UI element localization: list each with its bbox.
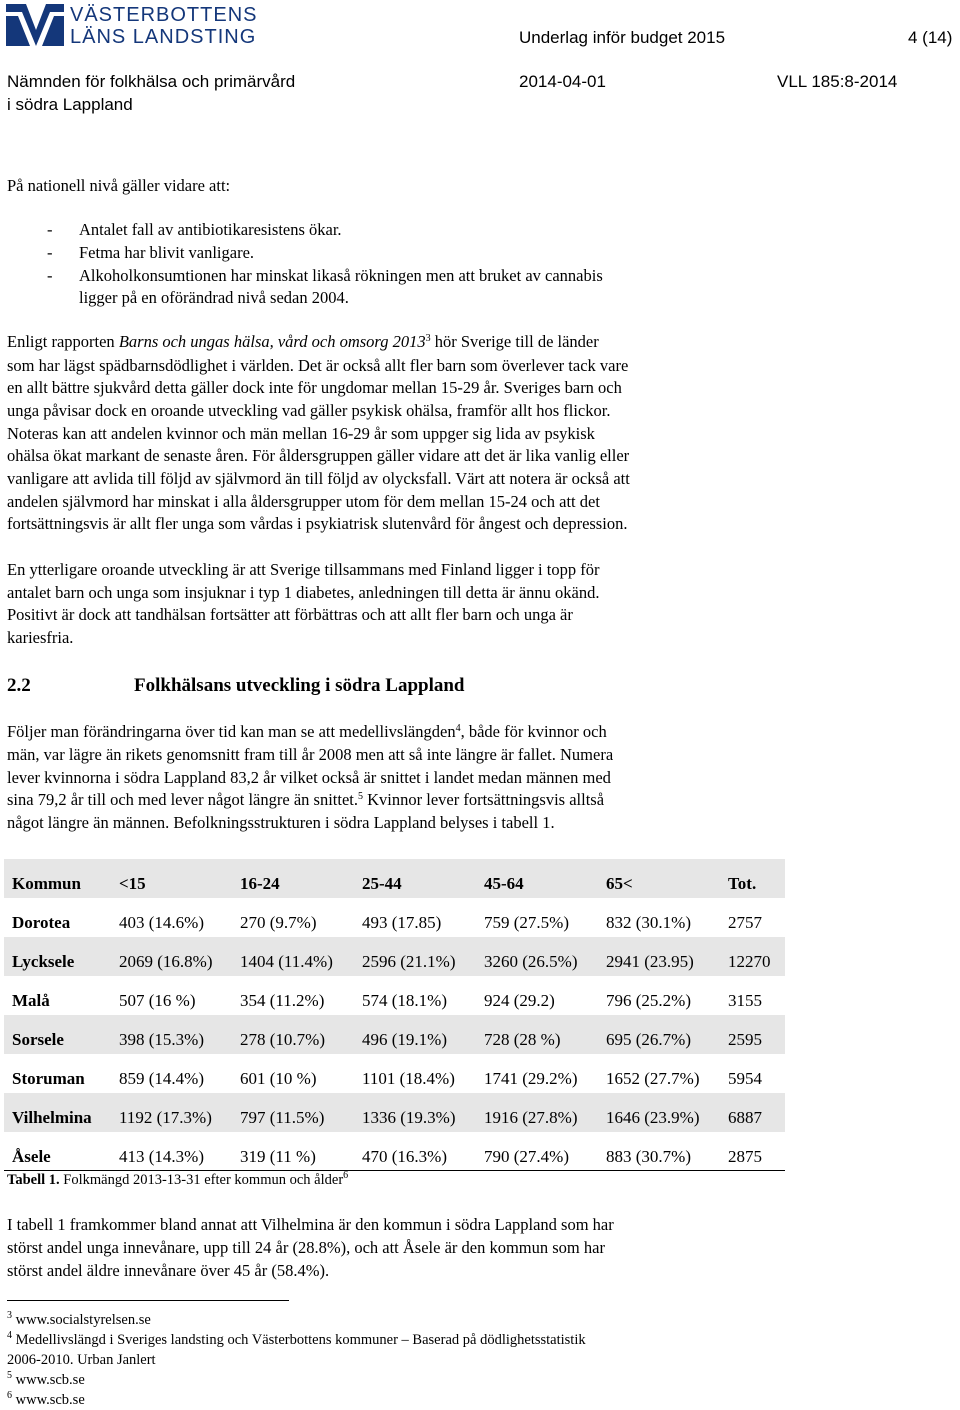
table-cell: 354 (11.2%): [240, 991, 325, 1010]
table-row: [4, 1054, 785, 1093]
table-cell: 319 (11 %): [240, 1147, 316, 1166]
table-row: [4, 1132, 785, 1171]
table-row: [4, 1015, 785, 1054]
footnote-ref-5: 5: [357, 791, 363, 802]
table-cell: 398 (15.3%): [119, 1030, 204, 1049]
bullet-item: Alkoholkonsumtionen har minskat likaså rökningen men att bruket av cannabis: [79, 266, 603, 285]
table-cell: 797 (11.5%): [240, 1108, 325, 1127]
table-header-row: [4, 859, 785, 898]
bullet-dash: -: [47, 243, 53, 262]
table-row: [4, 976, 785, 1015]
para1-line: fortsättningsvis är allt fler unga som vårdas i psykiatrisk slutenvård för ångest och depression.: [7, 514, 628, 533]
para3-line: något längre än männen. Befolkningsstrukturen i södra Lappland belyses i tabell 1.: [7, 813, 555, 832]
table-cell: 2595: [728, 1030, 762, 1049]
doc-reference: VLL 185:8-2014: [777, 72, 898, 91]
para1-line: ohälsa ökat markant de senaste åren. För åldersgruppen gäller vidare att det är lika vanlig eller: [7, 446, 630, 465]
logo-mark-icon: [6, 4, 64, 46]
table-cell: 695 (26.7%): [606, 1030, 691, 1049]
footnote-separator: [7, 1300, 289, 1301]
doc-title: Underlag inför budget 2015: [519, 28, 726, 47]
para3-line: sina 79,2 år till och med lever något längre än snittet.$^5$ Kvinnor lever fortsättningsvis alltså: [7, 790, 605, 809]
section-title: Folkhälsans utveckling i södra Lappland: [134, 675, 465, 696]
table-header-cell: <15: [119, 874, 146, 893]
table-cell: 1101 (18.4%): [362, 1069, 455, 1088]
org-logo: [6, 4, 258, 50]
intro-text: På nationell nivå gäller vidare att:: [7, 176, 231, 195]
bullet-dash: -: [47, 220, 53, 239]
para2-line: En ytterligare oroande utveckling är att Sverige tillsammans med Finland ligger i topp för: [7, 560, 600, 579]
para4-line: I tabell 1 framkommer bland annat att Vilhelmina är den kommun i södra Lappland som har: [7, 1215, 614, 1234]
table-cell-kommun: Malå: [12, 991, 50, 1010]
para4-line: störst andel äldre innevånare över 45 år (58.4%).: [7, 1261, 330, 1280]
footnote-continuation: 2006-2010. Urban Janlert: [7, 1352, 156, 1368]
table-header-cell: 65<: [606, 874, 633, 893]
table-cell: 859 (14.4%): [119, 1069, 204, 1088]
footnote: $^5$ www.scb.se: [7, 1370, 85, 1388]
table-cell: 507 (16 %): [119, 991, 196, 1010]
table-cell: 403 (14.6%): [119, 913, 204, 932]
committee-line2: i södra Lappland: [7, 95, 133, 114]
table-cell: 924 (29.2): [484, 991, 555, 1010]
footnote: $^3$ www.socialstyrelsen.se: [7, 1310, 151, 1328]
table-cell: 2875: [728, 1147, 762, 1166]
para1-line: unga påvisar dock en oroande utveckling vad gäller psykisk ohälsa, framför allt hos flickor.: [7, 401, 611, 420]
table-cell: 270 (9.7%): [240, 913, 317, 932]
footnote: $^6$ www.scb.se: [7, 1390, 85, 1408]
table-cell: 2596 (21.1%): [362, 952, 456, 971]
table-row: [4, 1093, 785, 1132]
bullet-item: Antalet fall av antibiotikaresistens ökar.: [79, 220, 342, 239]
table-cell: 3260 (26.5%): [484, 952, 578, 971]
footnote-ref-3: 3: [425, 333, 431, 344]
table-row: [4, 937, 785, 976]
page-number: 4 (14): [908, 28, 953, 47]
logo-text-line1: VÄSTERBOTTENS: [70, 4, 258, 26]
footnote-ref-6: 6: [343, 1170, 349, 1181]
table-row: [4, 898, 785, 937]
para1-line: Noteras kan att andelen kvinnor och män mellan 16-29 år som uppger sig lida av psykisk: [7, 424, 595, 443]
bullet-item-continuation: ligger på en oförändrad nivå sedan 2004.: [79, 288, 349, 307]
table-cell-kommun: Storuman: [12, 1069, 85, 1088]
para1-line: andelen självmord har minskat i alla åldersgrupper utom för dem mellan 15-24 och att det: [7, 492, 600, 511]
table-cell-kommun: Åsele: [12, 1147, 51, 1166]
table-cell-kommun: Vilhelmina: [12, 1108, 92, 1127]
table-cell: 1404 (11.4%): [240, 952, 333, 971]
table-cell: 2941 (23.95): [606, 952, 694, 971]
table-cell: 496 (19.1%): [362, 1030, 447, 1049]
table-cell: 2757: [728, 913, 762, 932]
table-cell: 728 (28 %): [484, 1030, 561, 1049]
para3-line: män, var lägre än rikets genomsnitt fram till år 2008 men att så inte längre är fallet. Numera: [7, 745, 614, 764]
table-cell: 5954: [728, 1069, 762, 1088]
footnote-ref-4: 4: [455, 723, 461, 734]
para1-line1: Enligt rapporten Barns och ungas hälsa, vård och omsorg 2013$^3$ hör Sverige till de länder: [7, 332, 599, 351]
para1-line: en allt bättre sjukvård detta gäller dock inte för ungdomar mellan 15-29 år. Sveriges barn och: [7, 378, 622, 397]
para2-line: antalet barn och unga som insjuknar i typ 1 diabetes, anledningen till detta är ännu okänd.: [7, 583, 600, 602]
table-header-cell: 45-64: [484, 874, 524, 893]
table-header-cell: Tot.: [728, 874, 757, 893]
table-cell: 470 (16.3%): [362, 1147, 447, 1166]
table-cell: 413 (14.3%): [119, 1147, 204, 1166]
table-cell: 12270: [728, 952, 771, 971]
table-header-cell: Kommun: [12, 874, 81, 893]
table-cell: 832 (30.1%): [606, 913, 691, 932]
table-cell: 601 (10 %): [240, 1069, 317, 1088]
logo-text-line2: LÄNS LANDSTING: [70, 26, 257, 48]
table-cell: 883 (30.7%): [606, 1147, 691, 1166]
table-cell-kommun: Sorsele: [12, 1030, 64, 1049]
bullet-dash: -: [47, 266, 53, 285]
para2-line: kariesfria.: [7, 628, 74, 647]
bullet-item: Fetma har blivit vanligare.: [79, 243, 255, 262]
para4-line: störst andel unga innevånare, upp till 24 år (28.8%), och att Åsele är den kommun som har: [7, 1238, 605, 1257]
table-cell-kommun: Lycksele: [12, 952, 75, 971]
table-cell: 493 (17.85): [362, 913, 442, 932]
table-cell: 1652 (27.7%): [606, 1069, 700, 1088]
para2-line: Positivt är dock att tandhälsan fortsätter att förbättras och att allt fler barn och unga är: [7, 605, 573, 624]
para1-line: som har lägst spädbarnsdödlighet i världen. Det är också allt fler barn som överlever tack vare: [7, 356, 629, 375]
table-cell: 1916 (27.8%): [484, 1108, 578, 1127]
para3-line: lever kvinnorna i södra Lappland 83,2 år vilket också är snittet i landet medan männen med: [7, 768, 611, 787]
table-cell: 790 (27.4%): [484, 1147, 569, 1166]
report-title: Barns och ungas hälsa, vård och omsorg 2013: [118, 332, 426, 351]
table-cell: 1646 (23.9%): [606, 1108, 700, 1127]
table-cell: 2069 (16.8%): [119, 952, 213, 971]
table-header-cell: 25-44: [362, 874, 402, 893]
table-cell: 1336 (19.3%): [362, 1108, 456, 1127]
table-cell: 6887: [728, 1108, 762, 1127]
table-header-cell: 16-24: [240, 874, 280, 893]
para3-line: Följer man förändringarna över tid kan man se att medellivslängden$^4$, både för kvinnor och: [7, 722, 607, 741]
committee-line1: Nämnden för folkhälsa och primärvård: [7, 72, 296, 91]
table-cell: 3155: [728, 991, 762, 1010]
table-cell: 796 (25.2%): [606, 991, 691, 1010]
table-cell: 278 (10.7%): [240, 1030, 325, 1049]
table-cell-kommun: Dorotea: [12, 913, 71, 932]
table-cell: 1741 (29.2%): [484, 1069, 578, 1088]
table-caption: Tabell 1. Folkmängd 2013-13-31 efter kommun och ålder$^6$: [7, 1170, 349, 1188]
table-cell: 759 (27.5%): [484, 913, 569, 932]
para1-line: vanligare att avlida till följd av självmord än till följd av olycksfall. Värt att notera är också att: [7, 469, 630, 488]
doc-date: 2014-04-01: [519, 72, 606, 91]
table-bottom-rule: [4, 1170, 785, 1171]
footnote: $^4$ Medellivslängd i Sveriges landsting och Västerbottens kommuner – Baserad på dödlighetsstatistik: [7, 1330, 586, 1348]
section-number: 2.2: [7, 675, 31, 696]
table-cell: 1192 (17.3%): [119, 1108, 212, 1127]
table-cell: 574 (18.1%): [362, 991, 447, 1010]
